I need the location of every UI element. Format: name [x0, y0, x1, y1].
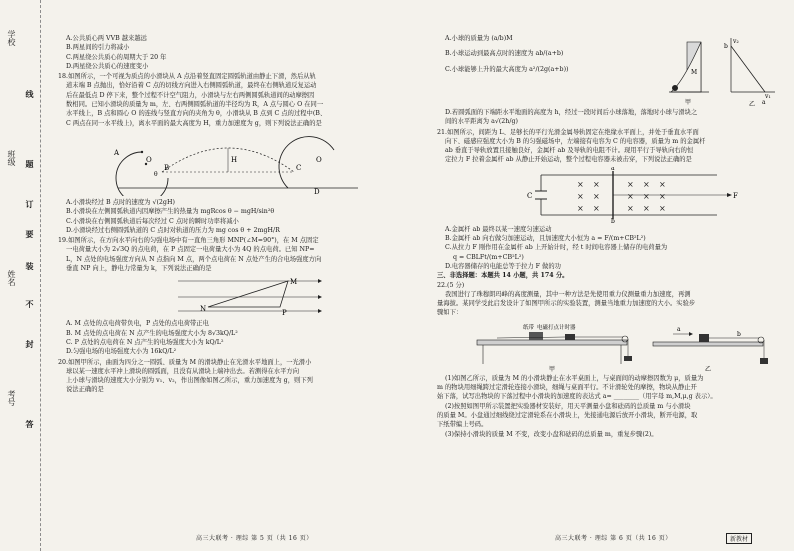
- cross-mark: ×: [643, 179, 650, 189]
- option-line: A.小滑块经过 B 点时的速度为 √(2gH): [66, 198, 175, 206]
- binding-margin: [0, 0, 41, 551]
- field-examno: 考号: [7, 390, 16, 406]
- label-theta: θ: [154, 170, 158, 178]
- question-text: 向下、磁感应强度大小为 B 的匀强磁场中，左端接有电容为 C 的电容器，质量为 m 的金属杆: [445, 137, 706, 145]
- option-line: D.电容器储存的电能总等于拉力 F 做的功: [445, 262, 561, 270]
- bind-mark: 要: [25, 230, 35, 241]
- bind-mark: 封: [25, 340, 35, 351]
- question-text: C 两点在同一水平线上)，离水平面的最大高度为 H，重力加速度为 g，则下列说法正确的是: [66, 119, 322, 127]
- option-line: 间的水平距离为 a√(2h/g): [445, 118, 518, 126]
- option-line: C.两星绕公共质心的周期大于 20 年: [66, 53, 167, 61]
- step-text: 下纸带编上号码。: [437, 421, 488, 429]
- label-C: C: [527, 191, 533, 200]
- cross-mark: ×: [643, 203, 650, 213]
- label-v2-axis: v₂: [733, 38, 739, 45]
- question-text: ab 垂直于导轨放置且接触良好，金属杆 ab 及导轨的电阻不计。现用平行于导轨向右的恒: [445, 147, 694, 155]
- cross-mark: ×: [659, 191, 666, 201]
- option-line: C.小滑块在右侧圆弧轨道后每次经过 C 点时的瞬时功率将减小: [66, 217, 239, 225]
- cross-mark: ×: [627, 191, 634, 201]
- question-text: 上小球与滑块的速度大小分别为 v₁、v₂，作出图像如图乙所示，重力加速度为 g，则下列: [66, 377, 313, 385]
- step-text: 始下落，试写出物块的下落过程中小滑块的加速度的表达式 a= ________（用字母 m,M,μ,g 表示）。: [437, 393, 717, 401]
- question-20: [58, 358, 398, 395]
- option-line: B.小滑块在左侧圆弧轨道内因摩擦产生的热量为 mgRcos θ − mgH/sin²θ: [66, 208, 275, 216]
- cross-mark: ×: [577, 191, 584, 201]
- label-yi: 乙: [749, 101, 756, 108]
- option-line: D.若圆弧面的下端距水平地面的高度为 h，经过一段时间后小球落地，落地时小球与滑块之: [445, 109, 698, 116]
- figure-q19: [58, 275, 398, 317]
- label-a: a: [762, 99, 766, 106]
- question-21: [437, 128, 777, 165]
- q20-diagram: [669, 34, 779, 108]
- label-a: a: [611, 166, 615, 172]
- question-19: [58, 236, 398, 273]
- question-text: 定拉力 F 拉着金属杆 ab 从静止开始运动，整个过程电容器未被击穿，下列说法正确的是: [445, 156, 692, 164]
- figure-q21: [437, 167, 777, 223]
- label-O-right: O: [316, 155, 322, 164]
- step-text: 的质量 M。小盘通过细线绕过定滑轮系在小滑块上，先接通电源后放开小滑块，断开电源，取: [437, 411, 698, 419]
- bind-mark: 不: [25, 300, 35, 311]
- label-M: M: [290, 278, 298, 287]
- label-a: a: [677, 325, 681, 333]
- question-text: 一电荷量大小为 2√3Q 的点电荷，在 P 点固定一电荷量大小为 4Q 的点电荷。已知 NP=: [66, 246, 315, 254]
- option-line: B.金属杆 ab 向右做匀加速运动，且加速度大小恒为 a = F/(m+CB²L²): [445, 235, 646, 243]
- label-O-left: O: [146, 155, 152, 164]
- question-text: 18.如图所示，一个可视为质点的小滑块从 A 点沿着竖直固定圆弧轨道由静止下滑，然后从轨: [58, 73, 316, 81]
- label-H: H: [231, 155, 238, 164]
- question-text: 19.如图所示，在方向水平向右的匀强电场中有一直角三角形 MNP(∠M=90°)，在 M 点固定: [58, 237, 319, 245]
- option-line: B.两星间的引力将减小: [66, 44, 130, 52]
- question-text: 20.如图甲所示，曲面为四分之一圆弧、质量为 M 的滑块静止在光滑水平地面上，一光滑小: [58, 358, 312, 366]
- cross-mark: ×: [577, 179, 584, 189]
- question-text: L，N 点处的电场强度方向从 N 点指向 M 点，两个点电荷在 N 点处产生的合电场强度方向: [66, 255, 322, 263]
- bind-mark: 装: [25, 262, 35, 273]
- step-text: (2)按照如图甲所示装置把实验器材安装好，用天平测量小盘和砝码的总质量 m 与小滑块: [445, 402, 691, 410]
- bind-mark: 题: [25, 160, 35, 171]
- figure-q22: [437, 320, 777, 372]
- label-jia: 甲: [685, 99, 692, 106]
- cross-mark: ×: [659, 203, 666, 213]
- label-B: B: [164, 163, 170, 172]
- option-line: A.金属杆 ab 最终以某一速度匀速运动: [445, 225, 552, 233]
- bind-mark: 答: [25, 420, 35, 431]
- field-name: 姓名: [7, 270, 16, 286]
- left-column: [58, 34, 398, 395]
- cross-mark: ×: [593, 203, 600, 213]
- question-text: 量海拔。某同学受此启发设计了如图甲所示的实验装置，测量当地重力加速度的大小。实验步: [437, 300, 696, 308]
- label-b: b: [737, 330, 741, 338]
- label-timer: 电磁打点计时器: [537, 324, 576, 331]
- q22-diagram: [437, 320, 777, 372]
- q18-diagram: [58, 130, 398, 196]
- right-column: [437, 34, 777, 439]
- label-M: M: [691, 69, 698, 76]
- option-line: B. M 点处的点电荷在 N 点产生的电场强度大小为 8√3kQ/L²: [66, 329, 238, 337]
- question-number: 22.(5 分): [437, 281, 465, 289]
- cross-mark: ×: [593, 179, 600, 189]
- option-line: D.小滑块经过右侧圆弧轨道的 C 点时对轨道的压力为 mg cos θ + 2mgH/R: [66, 226, 280, 234]
- option-line: D.匀强电场的电场强度大小为 16kQ/L²: [66, 348, 177, 356]
- label-A: A: [114, 148, 120, 157]
- label-tape: 纸带: [523, 324, 535, 331]
- label-v1-axis: v₁: [765, 93, 771, 100]
- option-line: D.两星绕公共质心的速度变小: [66, 62, 149, 70]
- label-P: P: [282, 309, 287, 318]
- cross-mark: ×: [593, 191, 600, 201]
- label-F: F: [733, 191, 738, 200]
- label-yi: 乙: [705, 365, 712, 372]
- cross-mark: ×: [577, 203, 584, 213]
- question-text: 我国进行了珠穆朗玛峰的高度测量，其中一种方法是先使用重力仪测量重力加速度，再测: [445, 290, 691, 298]
- footer-right: 高三大联考 · 理综 第 6 页（共 16 页）: [555, 535, 672, 542]
- label-jia: 甲: [549, 365, 556, 372]
- cross-mark: ×: [643, 191, 650, 201]
- label-C: C: [296, 163, 302, 172]
- step-text: m 的物块用细绳跨过定滑轮连接小滑块，细绳与桌面平行。不计滑轮处的摩擦，物块从静止开: [437, 384, 697, 392]
- bind-mark: 线: [25, 90, 35, 101]
- option-line: q = CBLFt/(m+CB²L²): [453, 253, 524, 261]
- option-line: A. M 点处的点电荷带负电，P 点处的点电荷带正电: [66, 320, 209, 328]
- section-heading: 三、非选择题：本题共 14 小题，共 174 分。: [437, 272, 569, 280]
- bind-mark: 订: [25, 200, 35, 211]
- edition-badge: 新教材: [726, 533, 752, 544]
- option-line: C.从拉力 F 刚作用在金属杆 ab 上开始计时，经 t 时间电容器上储存的电荷量为: [445, 244, 668, 252]
- question-text: 骤如下：: [437, 309, 463, 317]
- cross-mark: ×: [659, 179, 666, 189]
- field-class: 班级: [7, 150, 16, 166]
- label-b: b: [611, 217, 615, 223]
- question-text: 后在最低点 D 停下来，整个过程不计空气阻力，小滑块与左右两侧圆弧轨道间的动摩擦因: [66, 91, 315, 99]
- q19-diagram: [58, 275, 398, 317]
- question-text: 水平线上，B 点和圆心 O 的连线与竖直方向的夹角为 θ，小滑块从 B 点到 C 点的过程中(B、: [66, 110, 327, 118]
- step-text: (1)如图乙所示，质量为 M 的小滑块静止在水平桌面上，与桌面间的动摩擦因数为 μ，质量为: [445, 374, 704, 382]
- question-text: 道末端 B 点抛出，恰好沿着 C 点的切线方向进入右侧圆弧轨道，最终在右侧轨道反复运动: [66, 82, 317, 90]
- figure-q18: [58, 130, 398, 196]
- option-line: A.小球的质量为 (a/b)M: [445, 35, 513, 42]
- cross-mark: ×: [627, 179, 634, 189]
- step-text: (3)保持小滑块的质量 M 不变，改变小盘和砝码的总质量 m，重复步骤(2)。: [445, 430, 658, 438]
- q20-options-with-figure: [437, 34, 777, 108]
- question-text: 21.如图所示，间距为 L、足够长的平行光滑金属导轨固定在绝缘水平面上，并处于垂直水平面: [437, 128, 699, 136]
- label-N: N: [200, 305, 207, 314]
- label-b: b: [724, 43, 728, 50]
- field-school: 学校: [7, 30, 16, 46]
- question-text: 数相同。已知小滑块的质量为 m，左、右两侧圆弧轨道的半径均为 R，A 点与圆心 O 在同一: [66, 101, 324, 109]
- option-line: B.小球运动到最高点时的速度为 ab/(a+b): [445, 50, 564, 58]
- question-text: 球以某一速度水平冲上滑块的圆弧面，且没有从滑块上端冲出去。若测得在水平方向: [66, 367, 299, 375]
- question-text: 说法正确的是: [66, 386, 104, 394]
- option-line: C. P 点处的点电荷在 N 点产生的电场强度大小为 kQ/L²: [66, 338, 224, 346]
- footer-left: 高三大联考 · 理综 第 5 页（共 16 页）: [196, 535, 313, 542]
- question-text: 垂直 NP 向上，静电力常量为 k，下列说法正确的是: [66, 265, 212, 273]
- q21-diagram: [437, 167, 777, 223]
- option-line: C.小球能够上升的最大高度为 a²/(2g(a+b)): [445, 65, 569, 73]
- label-D: D: [314, 187, 320, 196]
- option-line: A.公共质心两 VVB 越来越远: [66, 35, 147, 42]
- cross-mark: ×: [627, 203, 634, 213]
- question-18: [58, 72, 398, 128]
